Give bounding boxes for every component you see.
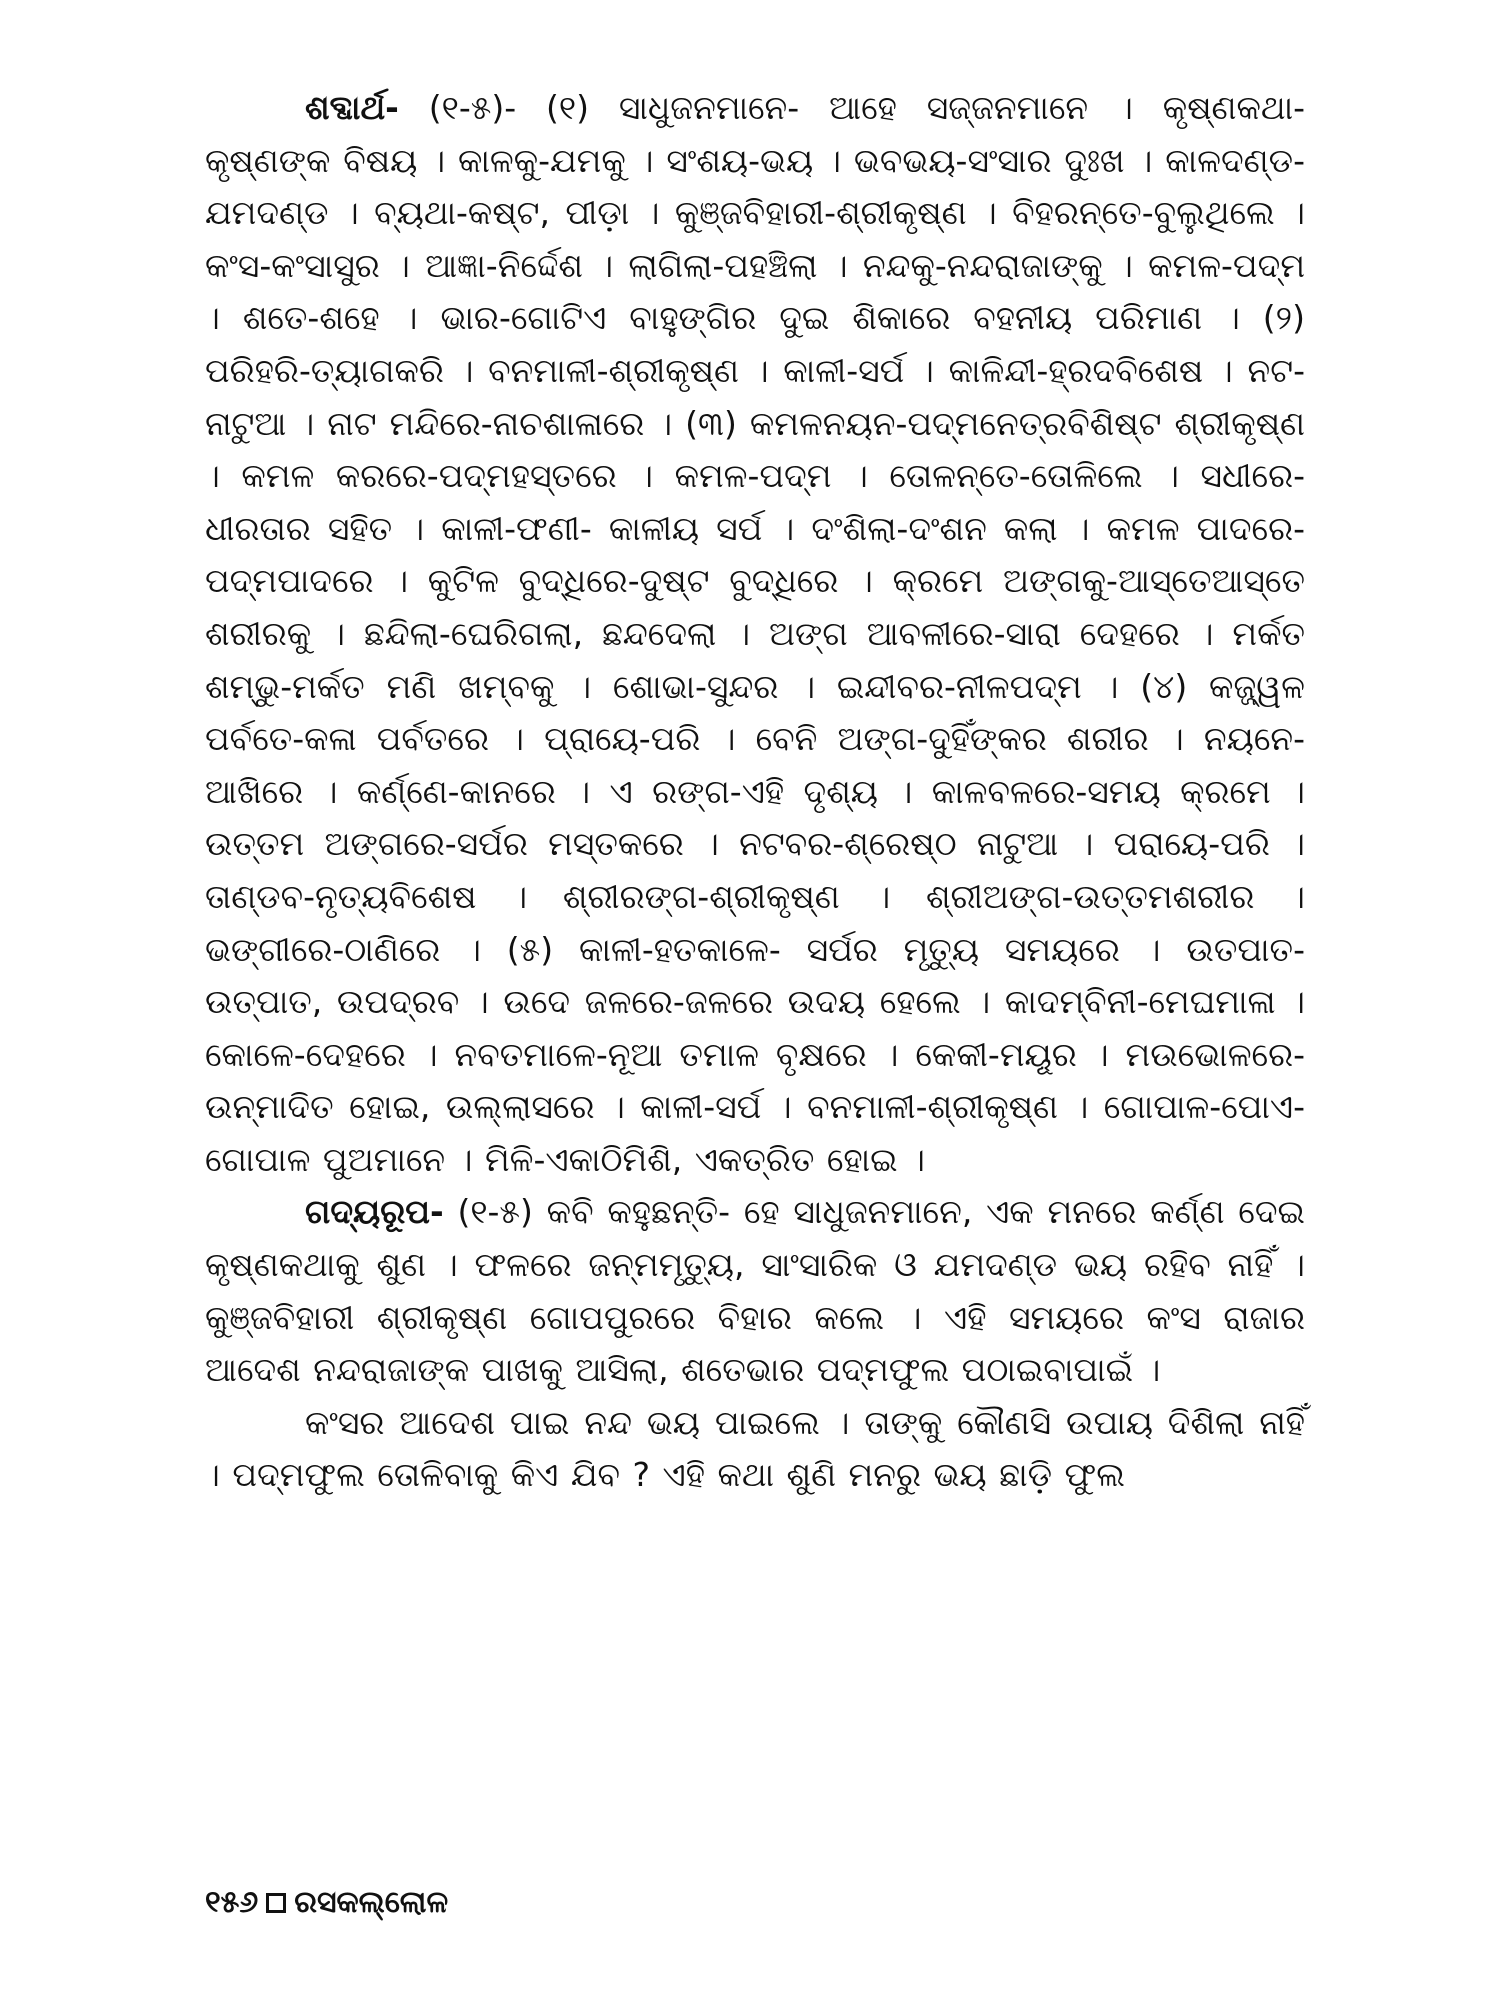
word-meaning-text: (୧-୫)- (୧) ସାଧୁଜନମାନେ- ଆହେ ସଜ୍ଜନମାନେ । କୃଷ୍ଣକଥା-କୃଷ୍ଣଙ୍କ ବିଷୟ । କାଳକୁ-ଯମକୁ । ସଂଶୟ-ଭୟ । ଭବଭୟ-ସଂସାର ଦୁଃଖ । କାଳଦଣ୍ଡ-ଯମଦଣ୍ଡ । ବ୍ୟଥା-କଷ୍ଟ, ପୀଡ଼ା । କୁଞ୍ଜବିହାରୀ-ଶ୍ରୀକୃଷ୍ଣ । ବିହରନ୍ତେ-ବୁଲୁଥିଲେ । କଂସ-କଂସାସୁର । ଆଜ୍ଞା-ନିର୍ଦ୍ଦେଶ । ଲାଗିଲା-ପହଞ୍ଚିଲା । ନନ୍ଦକୁ-ନନ୍ଦରାଜାଙ୍କୁ । କମଳ-ପଦ୍ମ । ଶତେ-ଶହେ । ଭାର-ଗୋଟିଏ ବାହୁଙ୍ଗିର ଦୁଇ ଶିକାରେ ବହନୀୟ ପରିମାଣ । (୨) ପରିହରି-ତ୍ୟାଗକରି । ବନମାଳୀ-ଶ୍ରୀକୃଷ୍ଣ । କାଳୀ-ସର୍ପ । କାଳିନ୍ଦୀ-ହ୍ରଦବିଶେଷ । ନଟ-ନାଟୁଆ । ନାଟ ମନ୍ଦିରେ-ନାଚଶାଳାରେ । (୩) କମଳନୟନ-ପଦ୍ମନେତ୍ରବିଶିଷ୍ଟ ଶ୍ରୀକୃଷ୍ଣ । କମଳ କରରେ-ପଦ୍ମହସ୍ତରେ । କମଳ-ପଦ୍ମ । ତୋଳନ୍ତେ-ତୋଳିଲେ । ସଧୀରେ-ଧୀରତାର ସହିତ । କାଳୀ-ଫଣୀ- କାଳୀୟ ସର୍ପ । ଦଂଶିଲା-ଦଂଶନ କଲା । କମଳ ପାଦରେ-ପଦ୍ମପାଦରେ । କୁଟିଳ ବୁଦ୍ଧିରେ-ଦୁଷ୍ଟ ବୁଦ୍ଧିରେ । କ୍ରମେ ଅଙ୍ଗକୁ-ଆସ୍ତେଆସ୍ତେ ଶରୀରକୁ । ଛନ୍ଦିଲା-ଘେରିଗଲା, ଛନ୍ଦଦେଲା । ଅଙ୍ଗ ଆବଳୀରେ-ସାରା ଦେହରେ । ମର୍କତ ଶମ୍ଭୁ-ମର୍କତ ମଣି ଖମ୍ବକୁ । ଶୋଭା-ସୁନ୍ଦର । ଇନ୍ଦୀବର-ନୀଳପଦ୍ମ । (୪) କଜ୍ଜ୍ୱଳ ପର୍ବତେ-କଳା ପର୍ବତରେ । ପ୍ରାୟେ-ପରି । ବେନି ଅଙ୍ଗ-ଦୁହିଁଙ୍କର ଶରୀର । ନୟନେ-ଆଖିରେ । କର୍ଣ୍ଣେ-କାନରେ । ଏ ରଙ୍ଗ-ଏହି ଦୃଶ୍ୟ । କାଳବଳରେ-ସମୟ କ୍ରମେ । ଉତ୍ତମ ଅଙ୍ଗରେ-ସର୍ପର ମସ୍ତକରେ । ନଟବର-ଶ୍ରେଷ୍ଠ ନାଟୁଆ । ପରାୟେ-ପରି । ତାଣ୍ଡବ-ନୃତ୍ୟବିଶେଷ । ଶ୍ରୀରଙ୍ଗ-ଶ୍ରୀକୃଷ୍ଣ । ଶ୍ରୀଅଙ୍ଗ-ଉତ୍ତମଶରୀର । ଭଙ୍ଗୀରେ-ଠାଣିରେ । (୫) କାଳୀ-ହତକାଳେ- ସର୍ପର ମୃତ୍ୟୁ ସମୟରେ । ଉତପାତ-ଉତ୍ପାତ, ଉପଦ୍ରବ । ଉଦେ ଜଳରେ-ଜଳରେ ଉଦୟ ହେଲେ । କାଦମ୍ବିନୀ-ମେଘମାଳା । କୋଳେ-ଦେହରେ । ନବତମାଳେ-ନୂଆ ତମାଳ ବୃକ୍ଷରେ । କେକୀ-ମୟୂର । ମଉଭୋଳରେ-ଉନ୍ମାଦିତ ହୋଇ, ଉଲ୍ଲାସରେ । କାଳୀ-ସର୍ପ । ବନମାଳୀ-ଶ୍ରୀକୃଷ୍ଣ । ଗୋପାଳ-ପୋଏ- ଗୋପାଳ ପୁଅମାନେ । ମିଳି-ଏକାଠିମିଶି, ଏକତ୍ରିତ ହୋଇ । <box>205 88 1305 1179</box>
book-title: ରସକଲ୍ଲୋଳ <box>294 1885 449 1920</box>
page-footer <box>205 1885 448 1920</box>
prose-form-text: (୧-୫) କବି କହୁଛନ୍ତି- ହେ ସାଧୁଜନମାନେ, ଏକ ମନରେ କର୍ଣ୍ଣ ଦେଇ କୃଷ୍ଣକଥାକୁ ଶୁଣ । ଫଳରେ ଜନ୍ମମୃତ୍ୟୁ, ସାଂସାରିକ ଓ ଯମଦଣ୍ଡ ଭୟ ରହିବ ନାହିଁ । କୁଞ୍ଜବିହାରୀ ଶ୍ରୀକୃଷ୍ଣ ଗୋପପୁରରେ ବିହାର କଲେ । ଏହି ସମୟରେ କଂସ ରାଜାର ଆଦେଶ ନନ୍ଦରାଜାଙ୍କ ପାଖକୁ ଆସିଲା, ଶତେଭାର ପଦ୍ମଫୁଲ ପଠାଇବାପାଇଁ । <box>205 1192 1305 1390</box>
paragraph-word-meanings <box>205 82 1305 1186</box>
square-box-icon <box>266 1893 286 1913</box>
paragraph-continuation <box>205 1397 1305 1502</box>
body-text <box>205 82 1305 1502</box>
continuation-text: କଂସର ଆଦେଶ ପାଇ ନନ୍ଦ ଭୟ ପାଇଲେ । ତାଙ୍କୁ କୌଣସି ଉପାୟ ଦିଶିଲା ନାହିଁ । ପଦ୍ମଫୁଲ ତୋଳିବାକୁ କିଏ ଯିବ ? ଏହି କଥା ଶୁଣି ମନରୁ ଭୟ ଛାଡ଼ି ଫୁଲ <box>205 1402 1305 1495</box>
prose-form-label: ଗଦ୍ୟରୂପ- <box>305 1192 444 1232</box>
paragraph-prose-form <box>205 1186 1305 1396</box>
word-meaning-label: ଶବ୍ଦାର୍ଥ- <box>305 88 399 127</box>
page-number: ୧୫୬ <box>205 1885 259 1920</box>
